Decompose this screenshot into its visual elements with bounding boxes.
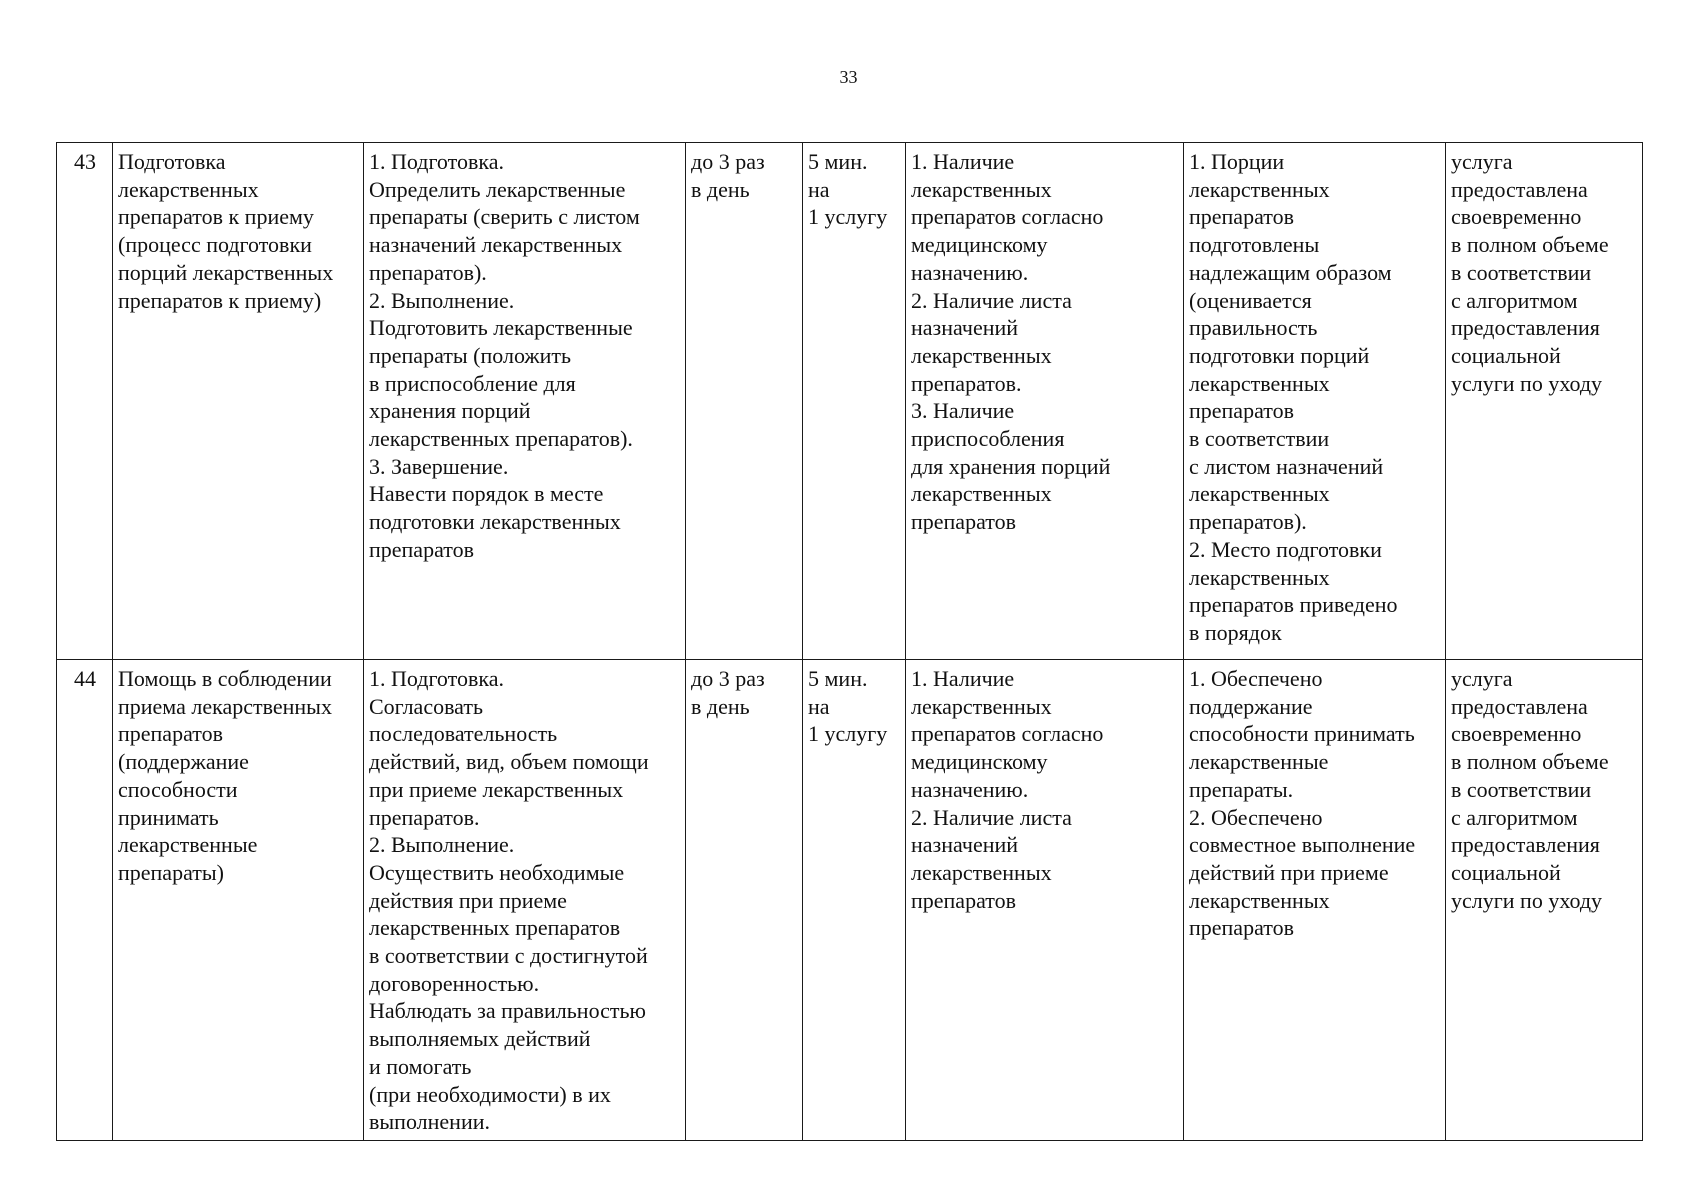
service-name-cell: Подготовка лекарственных препаратов к приему (процесс подготовки порций лекарственных препаратов к приему) (113, 143, 364, 660)
services-table (56, 142, 1643, 1141)
frequency-cell: до 3 раз в день (686, 660, 803, 1141)
procedure-cell: 1. Подготовка. Определить лекарственные препараты (сверить с листом назначений лекарственных препаратов). 2. Выполнение. Подготовить лекарственные препараты (положить в приспособление для хранения порций лекарственных препаратов). 3. Завершение. Навести порядок в месте подготовки лекарственных препаратов (364, 143, 686, 660)
quality-cell: 1. Порции лекарственных препаратов подготовлены надлежащим образом (оценивается правильность подготовки порций лекарственных препаратов в соответствии с листом назначений лекарственных препаратов). 2. Место подготовки лекарственных препаратов приведено в порядок (1184, 143, 1446, 660)
result-cell: услуга предоставлена своевременно в полном объеме в соответствии с алгоритмом предоставления социальной услуги по уходу (1446, 143, 1643, 660)
page-number: 33 (839, 67, 858, 87)
table-row (57, 143, 1643, 660)
table-row (57, 660, 1643, 1141)
duration-cell: 5 мин. на 1 услугу (803, 660, 906, 1141)
conditions-cell: 1. Наличие лекарственных препаратов согласно медицинскому назначению. 2. Наличие листа назначений лекарственных препаратов (906, 660, 1184, 1141)
row-number: 43 (57, 143, 113, 660)
row-number: 44 (57, 660, 113, 1141)
result-cell: услуга предоставлена своевременно в полном объеме в соответствии с алгоритмом предоставления социальной услуги по уходу (1446, 660, 1643, 1141)
duration-cell: 5 мин. на 1 услугу (803, 143, 906, 660)
conditions-cell: 1. Наличие лекарственных препаратов согласно медицинскому назначению. 2. Наличие листа назначений лекарственных препаратов. 3. Наличие приспособления для хранения порций лекарственных препаратов (906, 143, 1184, 660)
frequency-cell: до 3 раз в день (686, 143, 803, 660)
procedure-cell: 1. Подготовка. Согласовать последовательность действий, вид, объем помощи при приеме лекарственных препаратов. 2. Выполнение. Осуществить необходимые действия при приеме лекарственных препаратов в соответствии с достигнутой договоренностью. Наблюдать за правильностью выполняемых действий и помогать (при необходимости) в их выполнении. (364, 660, 686, 1141)
service-name-cell: Помощь в соблюдении приема лекарственных препаратов (поддержание способности принимать лекарственные препараты) (113, 660, 364, 1141)
quality-cell: 1. Обеспечено поддержание способности принимать лекарственные препараты. 2. Обеспечено совместное выполнение действий при приеме лекарственных препаратов (1184, 660, 1446, 1141)
